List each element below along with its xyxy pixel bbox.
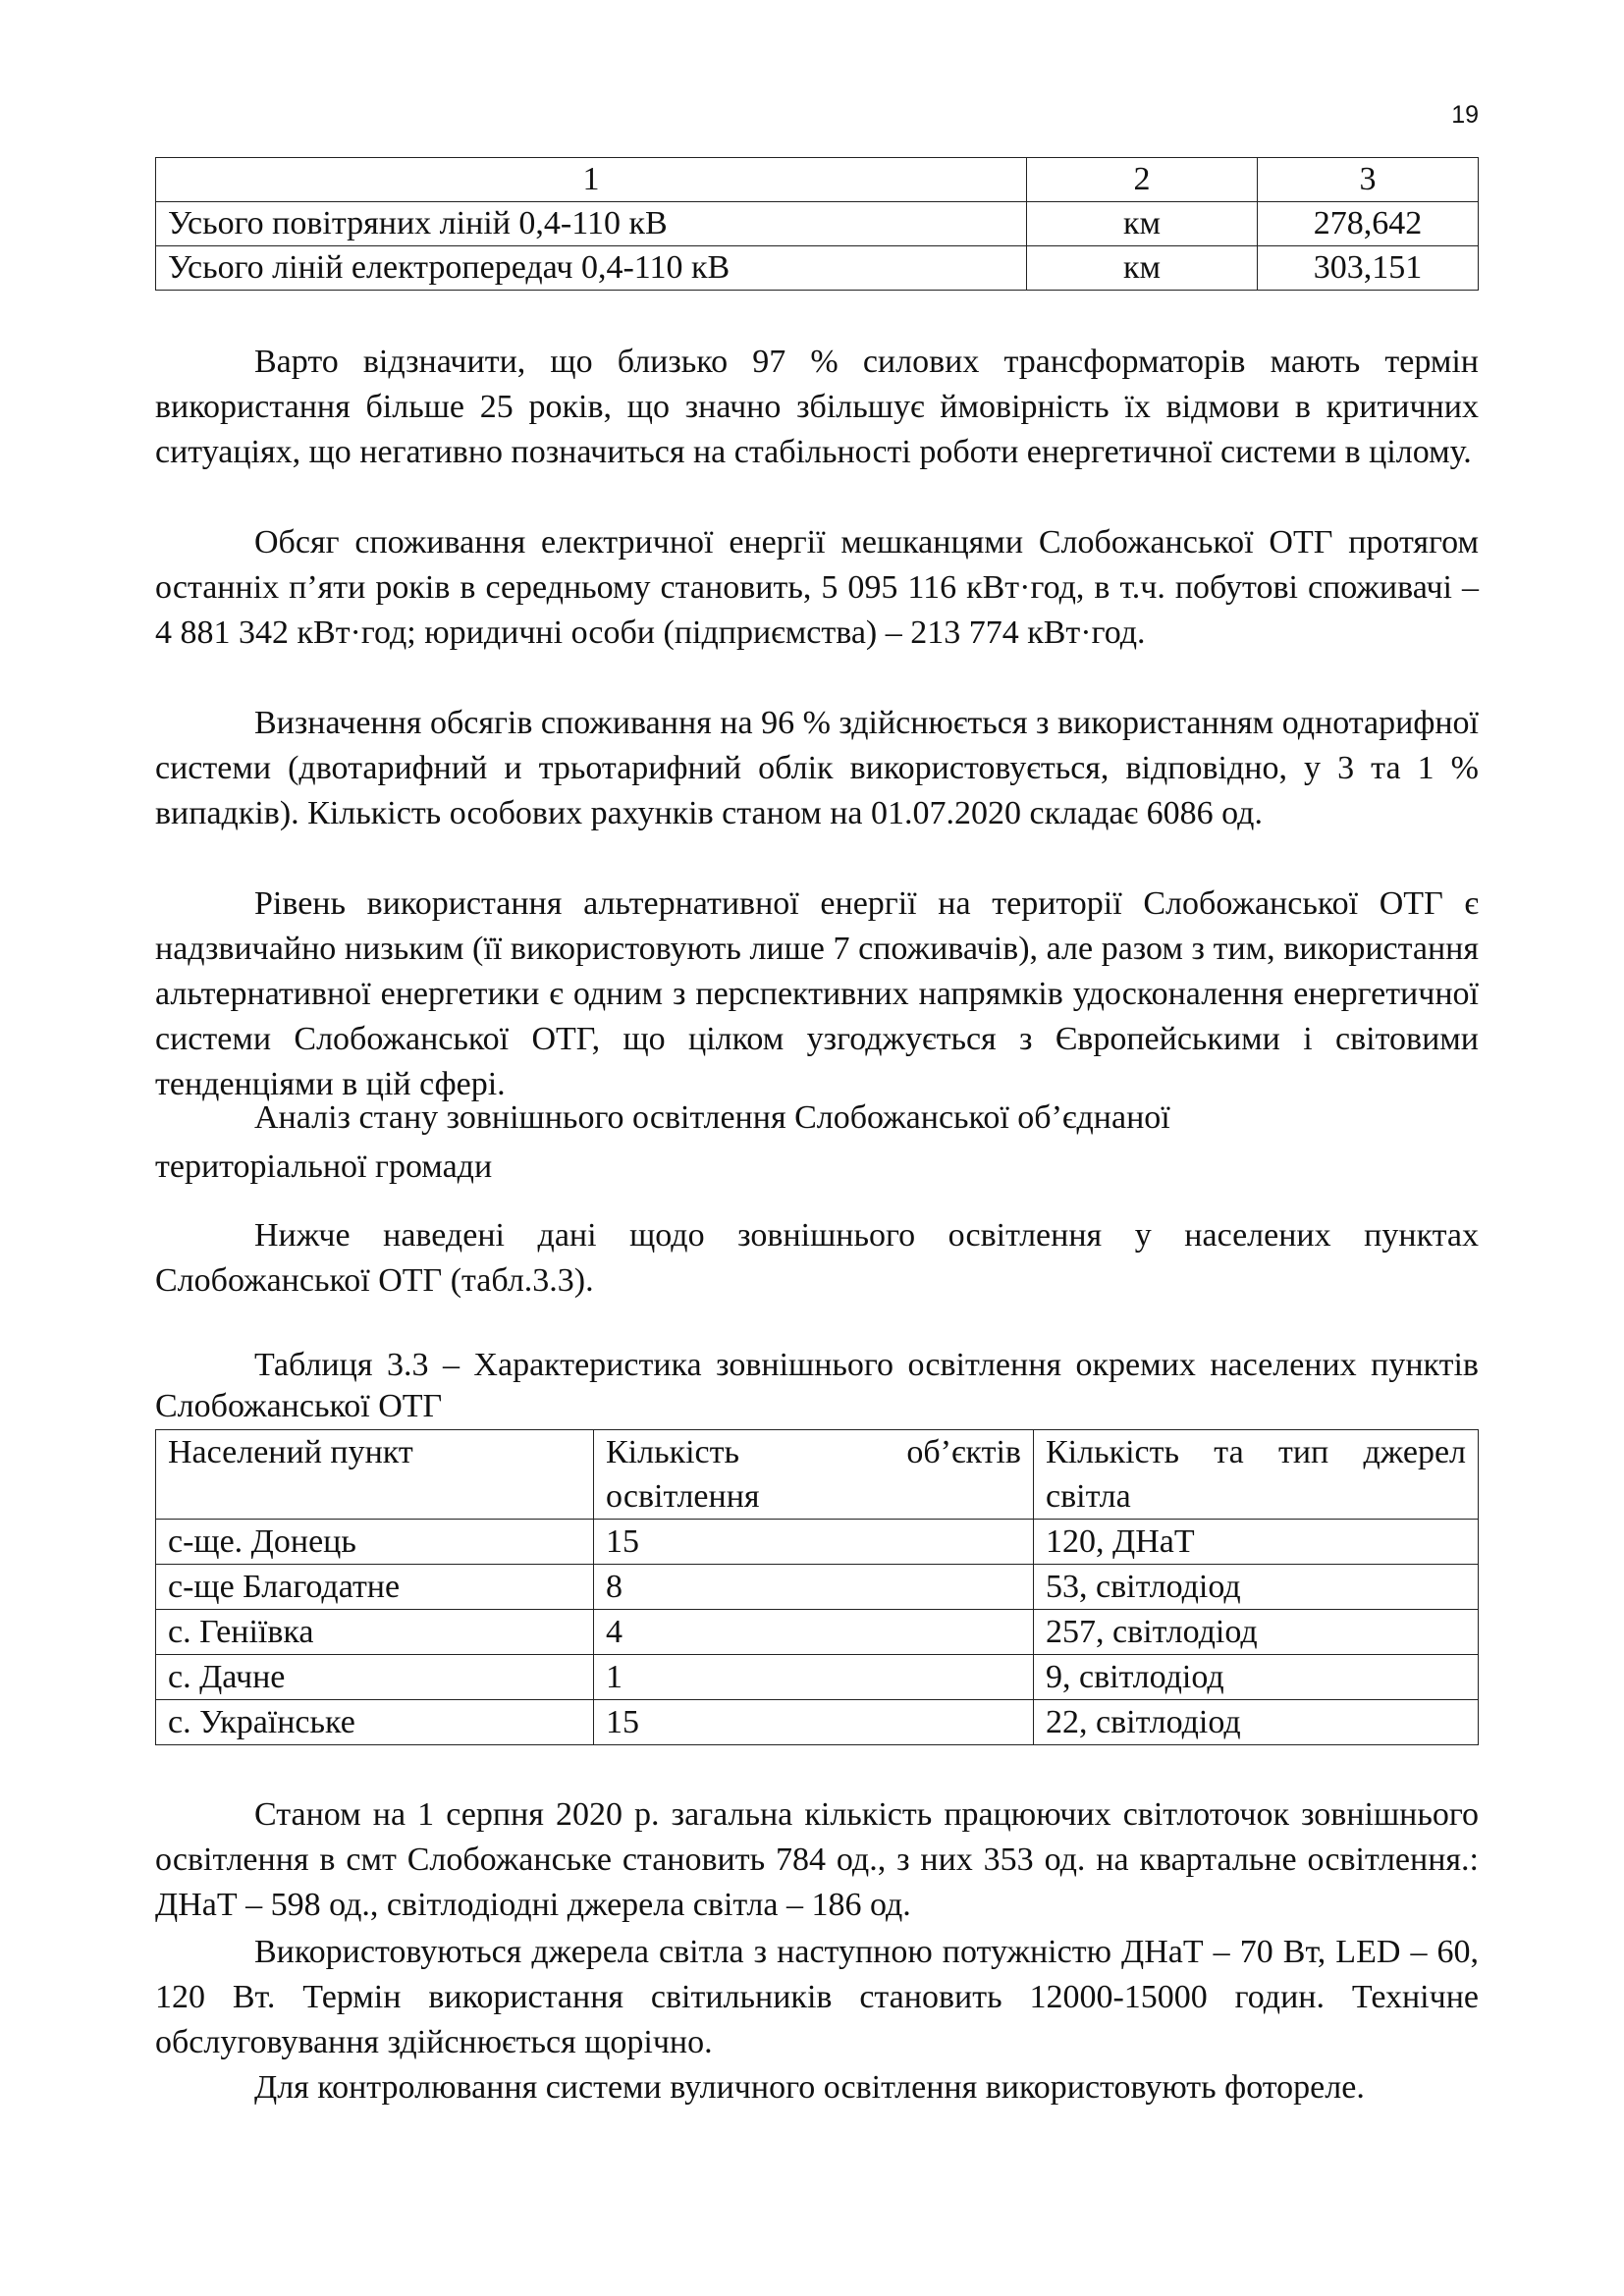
table-caption: Таблиця 3.3 – Характеристика зовнішнього освітлення окремих населених пунктів Слобожанської ОТГ xyxy=(155,1347,1479,1424)
header-cell: 1 xyxy=(156,158,1027,202)
table-cell: с. Геніївка xyxy=(156,1610,594,1655)
table-cell: км xyxy=(1027,202,1258,246)
header-text: освітлення xyxy=(606,1478,760,1515)
table-cell: 278,642 xyxy=(1258,202,1479,246)
table-cell: с. Дачне xyxy=(156,1655,594,1700)
table-cell: 120, ДНаТ xyxy=(1034,1520,1479,1565)
table-row xyxy=(156,1520,1479,1565)
section-heading-line2: територіальної громади xyxy=(155,1148,493,1185)
table-cell: 257, світлодіод xyxy=(1034,1610,1479,1655)
paragraph-light-sources: Використовуються джерела світла з наступною потужністю ДНаТ – 70 Вт, LED – 60, 120 Вт. Термін використання світильників становить 12000-15000 годин. Технічне обслуговування здійснюється щорічно. xyxy=(155,1934,1479,2060)
header-text: об’єктів xyxy=(906,1434,1021,1470)
table-row xyxy=(156,1655,1479,1700)
table-cell: 15 xyxy=(594,1700,1034,1745)
table-cell: 9, світлодіод xyxy=(1034,1655,1479,1700)
table-header-row xyxy=(156,1430,1479,1520)
transmission-lines-table xyxy=(155,157,1479,291)
table-row xyxy=(156,1700,1479,1745)
paragraph-tariff: Визначення обсягів споживання на 96 % здійснюється з використанням однотарифної системи (двотарифний и трьотарифний облік використовується, відповідно, у 3 та 1 % випадків). Кількість особових рахунків станом на 01.07.2020 складає 6086 од. xyxy=(155,705,1479,831)
table-cell: 303,151 xyxy=(1258,246,1479,291)
table-header-row xyxy=(156,158,1479,202)
table-cell: с. Українське xyxy=(156,1700,594,1745)
paragraph-alternative-energy: Рівень використання альтернативної енергії на території Слобожанської ОТГ є надзвичайно низьким (її використовують лише 7 споживачів), але разом з тим, використання альтернативної енергетики є одним з перспективних напрямків удосконалення енергетичної системи Слобожанської ОТГ, що цілком узгоджується з Європейськими і світовими тенденціями в цій сфері. xyxy=(155,885,1479,1102)
section-heading-line1: Аналіз стану зовнішнього освітлення Слобожанської об’єднаної xyxy=(254,1099,1170,1136)
table-row xyxy=(156,1610,1479,1655)
header-text: світла xyxy=(1046,1478,1131,1515)
table-cell: Усього повітряних ліній 0,4-110 кВ xyxy=(156,202,1027,246)
page-number: 19 xyxy=(1451,101,1479,129)
paragraph-lighting-count: Станом на 1 серпня 2020 р. загальна кількість працюючих світлоточок зовнішнього освітлення в смт Слобожанське становить 784 од., з них 353 од. на квартальне освітлення.: ДНаТ – 598 од., світлодіодні джерела світла – 186 од. xyxy=(155,1796,1479,1923)
table-row xyxy=(156,202,1479,246)
paragraph-consumption: Обсяг споживання електричної енергії мешканцями Слобожанської ОТГ протягом останніх п’яти років в середньому становить, 5 095 116 кВт·год, в т.ч. побутові споживачі – 4 881 342 кВт·год; юридичні особи (підприємства) – 213 774 кВт·год. xyxy=(155,524,1479,651)
table-cell: км xyxy=(1027,246,1258,291)
table-cell: 22, світлодіод xyxy=(1034,1700,1479,1745)
table-cell: 4 xyxy=(594,1610,1034,1655)
header-cell xyxy=(1034,1430,1479,1520)
table-row xyxy=(156,1565,1479,1610)
header-cell: Населений пункт xyxy=(156,1430,594,1520)
paragraph-transformers: Варто відзначити, що близько 97 % силових трансформаторів мають термін використання більше 25 років, що значно збільшує ймовірність їх відмови в критичних ситуаціях, що негативно позначиться на стабільності роботи енергетичної системи в цілому. xyxy=(155,344,1479,470)
header-text: Кількість xyxy=(606,1434,740,1470)
header-text: Кількість та тип джерел xyxy=(1046,1434,1466,1470)
header-cell: 2 xyxy=(1027,158,1258,202)
outdoor-lighting-table xyxy=(155,1429,1479,1745)
table-row xyxy=(156,246,1479,291)
paragraph-photorelay: Для контролювання системи вуличного освітлення використовують фотореле. xyxy=(254,2069,1365,2106)
table-cell: 53, світлодіод xyxy=(1034,1565,1479,1610)
table-cell: 15 xyxy=(594,1520,1034,1565)
header-cell: 3 xyxy=(1258,158,1479,202)
table-cell: с-ще Благодатне xyxy=(156,1565,594,1610)
table-cell: 8 xyxy=(594,1565,1034,1610)
header-cell xyxy=(594,1430,1034,1520)
table-cell: Усього ліній електропередач 0,4-110 кВ xyxy=(156,246,1027,291)
paragraph-intro-table: Нижче наведені дані щодо зовнішнього освітлення у населених пунктах Слобожанської ОТГ (табл.3.3). xyxy=(155,1217,1479,1299)
table-cell: с-ще. Донець xyxy=(156,1520,594,1565)
table-cell: 1 xyxy=(594,1655,1034,1700)
